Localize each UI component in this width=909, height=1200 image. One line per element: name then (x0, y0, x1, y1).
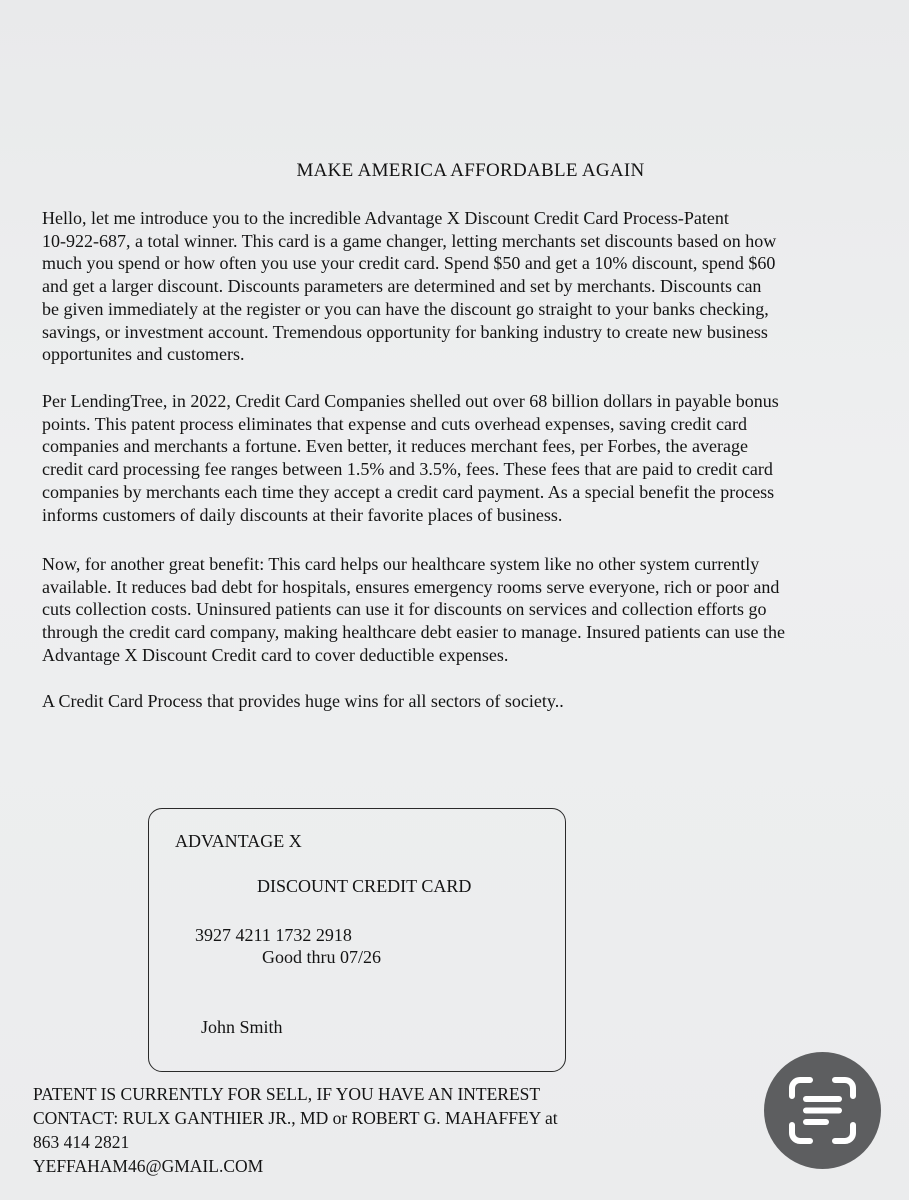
text-line: 10-922-687, a total winner. This card is a game changer, letting merchants set discounts based on how (42, 230, 777, 251)
footer-line: PATENT IS CURRENTLY FOR SELL, IF YOU HAVE AN INTEREST (33, 1084, 541, 1104)
paragraph-cost-savings (42, 390, 872, 526)
footer-email: YEFFAHAM46@GMAIL.COM (33, 1156, 264, 1176)
text-line: Hello, let me introduce you to the incredible Advantage X Discount Credit Card Process-Patent (42, 208, 729, 228)
text-scan-icon (764, 1052, 881, 1169)
text-line: savings, or investment account. Tremendous opportunity for banking industry to create new business (42, 321, 768, 342)
text-line: Now, for another great benefit: This card helps our healthcare system like no other system currently (42, 554, 760, 574)
text-line: credit card processing fee ranges between 1.5% and 3.5%, fees. These fees that are paid to credit card (42, 459, 773, 480)
card-holder-name: John Smith (201, 1017, 283, 1037)
paragraph-introduction (42, 207, 872, 366)
text-line: and get a larger discount. Discounts parameters are determined and set by merchants. Discounts can (42, 276, 762, 297)
text-line: through the credit card company, making healthcare debt easier to manage. Insured patients can use the (42, 622, 786, 643)
text-line: much you spend or how often you use your credit card. Spend $50 and get a 10% discount, spend $60 (42, 253, 776, 274)
card-expiry: Good thru 07/26 (262, 947, 381, 967)
text-scan-button[interactable] (764, 1052, 881, 1169)
text-line: be given immediately at the register or you can have the discount go straight to your banks checking, (42, 298, 769, 319)
footer-phone: 863 414 2821 (33, 1132, 130, 1152)
document-title: MAKE AMERICA AFFORDABLE AGAIN (296, 160, 645, 181)
paragraph-healthcare (42, 553, 872, 667)
card-brand: ADVANTAGE X (175, 831, 302, 851)
text-line: informs customers of daily discounts at their favorite places of business. (42, 504, 563, 525)
footer-line: CONTACT: RULX GANTHIER JR., MD or ROBERT G. MAHAFFEY at (33, 1108, 558, 1128)
paragraph-conclusion (42, 690, 872, 713)
contact-footer (33, 1082, 558, 1178)
text-line: available. It reduces bad debt for hospitals, ensures emergency rooms serve everyone, rich or poor and (42, 576, 780, 597)
text-line: opportunites and customers. (42, 344, 245, 365)
text-line: Advantage X Discount Credit card to cover deductible expenses. (42, 644, 509, 665)
card-number: 3927 4211 1732 2918 (195, 925, 352, 945)
text-line: A Credit Card Process that provides huge wins for all sectors of society.. (42, 691, 564, 711)
card-type: DISCOUNT CREDIT CARD (257, 876, 472, 896)
text-line: companies by merchants each time they accept a credit card payment. As a special benefit the process (42, 481, 775, 502)
text-line: Per LendingTree, in 2022, Credit Card Companies shelled out over 68 billion dollars in payable bonus (42, 391, 779, 411)
text-line: companies and merchants a fortune. Even better, it reduces merchant fees, per Forbes, the average (42, 436, 748, 457)
credit-card-illustration (148, 808, 566, 1072)
text-line: points. This patent process eliminates that expense and cuts overhead expenses, saving credit card (42, 413, 747, 434)
text-line: cuts collection costs. Uninsured patients can use it for discounts on services and collection efforts go (42, 599, 767, 620)
